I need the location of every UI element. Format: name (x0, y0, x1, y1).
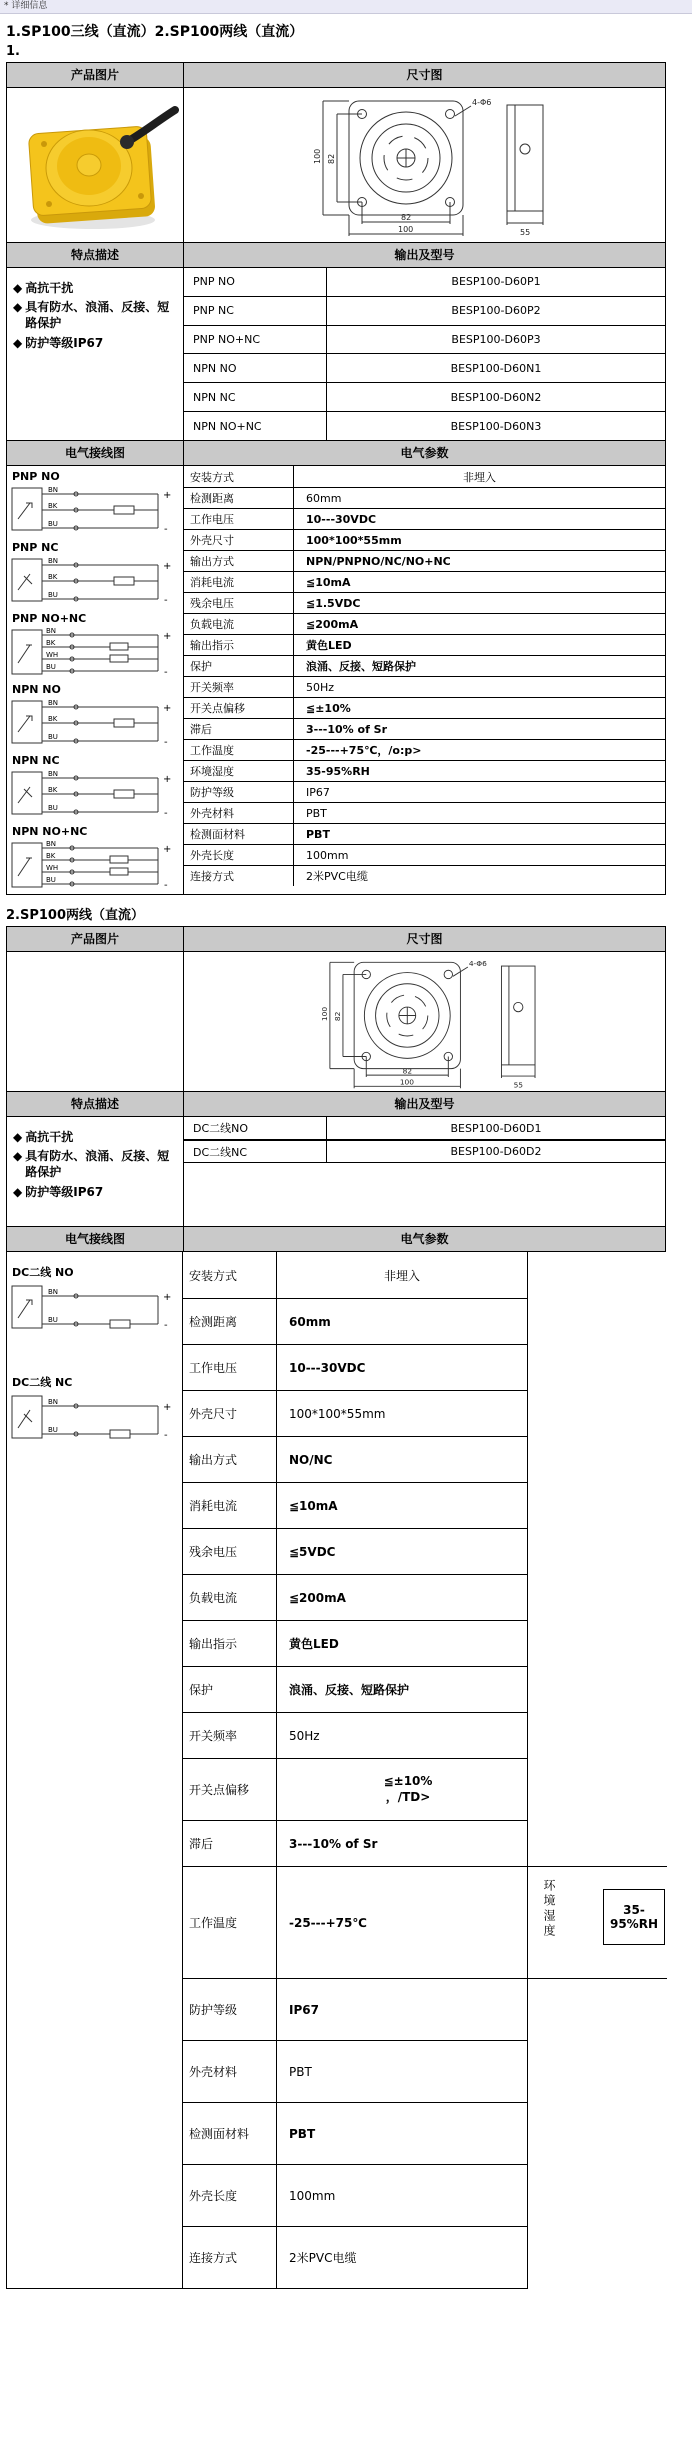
section1-label: 1. (6, 44, 20, 59)
feature-text: 具有防水、浪涌、反接、短路保护 (25, 1149, 170, 1180)
plus-terminal: + (163, 1292, 172, 1303)
dimension-drawing-image (280, 953, 570, 1091)
output-model: BESP100-D60N3 (450, 419, 542, 433)
param-row (184, 550, 665, 571)
param-label: 检测面材料 (183, 2103, 277, 2164)
param-label: 开关点偏移 (184, 698, 294, 718)
output-model: BESP100-D60D1 (450, 1121, 542, 1135)
header-dimension-drawing: 尺寸图 (184, 63, 665, 87)
param-row (184, 697, 665, 718)
overflow-bottom-line (527, 1978, 667, 1979)
header-dimension-drawing: 尺寸图 (184, 927, 665, 951)
diamond-bullet-icon: ◆ (13, 281, 23, 295)
wiring-diagram-title: NPN NO+NC (12, 825, 88, 838)
wire-label-bu: BU (46, 663, 56, 671)
humidity-label-vertical: 环境湿度 (542, 1879, 556, 1939)
output-model: BESP100-D60N1 (450, 361, 542, 375)
features-list (7, 268, 184, 440)
wire-label-bu: BU (48, 733, 58, 741)
output-model: BESP100-D60N2 (450, 390, 542, 404)
param-label: 工作温度 (184, 740, 294, 760)
param-label: 消耗电流 (184, 572, 294, 592)
feature-item (13, 1129, 179, 1145)
param-row (183, 1344, 527, 1390)
param-row (184, 844, 665, 865)
param-row (184, 508, 665, 529)
param-row (183, 2102, 527, 2164)
feature-item (13, 299, 179, 331)
wiring-diagram-title: PNP NC (12, 541, 59, 554)
output-type: DC二线NC (184, 1141, 327, 1162)
param-label: 工作电压 (183, 1345, 277, 1390)
minus-terminal: - (164, 737, 168, 748)
dim-inner-height: 82 (332, 1011, 342, 1021)
param-row (184, 634, 665, 655)
param-value: 35-95%RH (306, 764, 370, 778)
minus-terminal: - (164, 667, 168, 677)
param-value: NPN/PNPNO/NC/NO+NC (306, 554, 451, 568)
diamond-bullet-icon: ◆ (13, 1184, 23, 1199)
wire-label-bu: BU (48, 804, 58, 812)
param-label: 滞后 (183, 1821, 277, 1866)
param-row (183, 1252, 527, 1298)
param-value: 黄色LED (289, 1637, 339, 1651)
param-row (184, 466, 665, 487)
param-label: 开关点偏移 (183, 1759, 277, 1820)
param-row (183, 1528, 527, 1574)
features-list (7, 1117, 184, 1226)
param-row (184, 718, 665, 739)
header-wiring: 电气接线图 (7, 441, 184, 465)
param-value: 50Hz (306, 680, 335, 694)
section2-title: 2.SP100两线（直流） (6, 908, 145, 923)
diamond-bullet-icon: ◆ (13, 335, 23, 350)
param-row (184, 592, 665, 613)
param-row (183, 1620, 527, 1666)
param-row (183, 1820, 527, 1866)
param-label: 防护等级 (183, 1979, 277, 2040)
header-params: 电气参数 (184, 441, 665, 465)
param-label: 连接方式 (184, 866, 294, 886)
param-row (184, 676, 665, 697)
output-row (184, 1117, 665, 1140)
dimension-drawing-cell (184, 952, 665, 1091)
param-label: 环境湿度 (184, 761, 294, 781)
detail-info-bar (0, 0, 692, 14)
wire-label-bk: BK (48, 715, 58, 723)
dim-outer-height: 100 (312, 148, 322, 164)
diamond-bullet-icon: ◆ (13, 1130, 23, 1144)
feature-text: 防护等级IP67 (25, 335, 104, 350)
wire-label-bu: BU (48, 591, 58, 599)
wire-label-bn: BN (48, 699, 59, 707)
param-row (183, 1436, 527, 1482)
product-photo-image (9, 90, 181, 240)
params-table-2 (183, 1252, 658, 2289)
param-label: 消耗电流 (183, 1483, 277, 1528)
output-type: PNP NO+NC (184, 326, 327, 354)
output-model: BESP100-D60P1 (451, 275, 541, 289)
wiring-diagram-dc2-nc (10, 1364, 182, 1474)
param-label: 外壳材料 (184, 803, 294, 823)
plus-terminal: + (163, 561, 172, 572)
wire-label-bn: BN (48, 1398, 59, 1406)
header-product-image: 产品图片 (7, 63, 184, 87)
param-value: ≦5VDC (289, 1544, 336, 1559)
feature-item (13, 1184, 179, 1200)
table1-header-band-2 (7, 242, 665, 267)
output-row (184, 268, 665, 296)
dim-holes-note: 4-Φ6 (471, 98, 491, 107)
param-value: ≦1.5VDC (306, 596, 361, 610)
wire-label-bk: BK (48, 786, 58, 794)
param-row (183, 2040, 527, 2102)
wire-label-bn: BN (48, 557, 59, 565)
dim-depth: 55 (513, 1079, 523, 1089)
output-type: NPN NO+NC (184, 412, 327, 440)
param-label: 残余电压 (184, 593, 294, 613)
table1-image-band (7, 87, 665, 242)
wiring-diagram-npn-no (10, 681, 183, 752)
plus-terminal: + (163, 774, 172, 785)
wiring-diagram-pnp-no-nc (10, 610, 183, 681)
wire-label-bn: BN (46, 840, 57, 848)
dim-outer-width: 100 (397, 225, 413, 234)
header-params: 电气参数 (184, 1227, 665, 1251)
param-value: PBT (289, 2126, 316, 2141)
dim-holes-note: 4-Φ6 (468, 958, 487, 968)
param-value: ≦10mA (289, 1498, 338, 1513)
page-title: 1.SP100三线（直流）2.SP100两线（直流） (6, 24, 304, 40)
param-value: ≦10mA (306, 575, 351, 589)
wire-label-wh: WH (46, 651, 59, 659)
minus-terminal: - (164, 524, 168, 535)
param-row (184, 760, 665, 781)
param-label: 外壳长度 (183, 2165, 277, 2226)
param-value: ≦200mA (306, 617, 359, 631)
param-row (183, 1712, 527, 1758)
param-row (183, 1482, 527, 1528)
feature-item (13, 280, 179, 296)
output-type: NPN NC (184, 383, 327, 411)
output-row (184, 1140, 665, 1163)
param-label: 外壳尺寸 (183, 1391, 277, 1436)
wiring-diagram-title: DC二线 NC (12, 1376, 73, 1389)
param-value: PBT (306, 827, 330, 841)
param-label: 外壳长度 (184, 845, 294, 865)
wire-label-bu: BU (48, 520, 58, 528)
dim-inner-height: 82 (326, 153, 336, 164)
product-photo-cell-empty (7, 952, 184, 1091)
param-value: 浪涌、反接、短路保护 (306, 660, 416, 673)
param-label: 连接方式 (183, 2227, 277, 2288)
param-value: PBT (289, 2064, 312, 2079)
humidity-value-box: 35-95%RH (603, 1889, 665, 1945)
output-row (184, 382, 665, 411)
feature-item (13, 1148, 179, 1180)
param-label: 滞后 (184, 719, 294, 739)
param-label: 工作温度 (183, 1867, 277, 1978)
param-value: 3---10% of Sr (306, 722, 388, 736)
param-value: 3---10% of Sr (289, 1836, 378, 1851)
minus-terminal: - (164, 808, 168, 819)
wiring-diagram-title: NPN NO (12, 683, 61, 696)
output-type: PNP NC (184, 297, 327, 325)
table2-feature-band (7, 1116, 665, 1226)
param-row (183, 1758, 527, 1820)
param-value: 2米PVC电缆 (306, 870, 368, 883)
param-row (184, 823, 665, 844)
param-row (184, 655, 665, 676)
output-row (184, 411, 665, 440)
output-type: NPN NO (184, 354, 327, 382)
params-table-1 (184, 466, 665, 894)
param-label: 输出指示 (184, 635, 294, 655)
output-model: BESP100-D60D2 (450, 1145, 542, 1158)
wiring-diagram-pnp-nc (10, 539, 183, 610)
wiring-diagram-title: PNP NO (12, 470, 60, 483)
param-label: 外壳尺寸 (184, 530, 294, 550)
param-label: 开关频率 (184, 677, 294, 697)
param-value: ≦±10% (306, 701, 351, 715)
param-label: 检测距离 (183, 1299, 277, 1344)
header-output-model: 输出及型号 (184, 1092, 665, 1116)
wire-label-bn: BN (48, 486, 59, 494)
param-row (183, 1574, 527, 1620)
plus-terminal: + (163, 490, 172, 501)
table1-header-band-3 (7, 440, 665, 465)
plus-terminal: + (163, 703, 172, 714)
param-label: 防护等级 (184, 782, 294, 802)
overflow-top-line (527, 1866, 667, 1867)
product-photo-cell (7, 88, 184, 242)
plus-terminal: + (163, 631, 172, 642)
header-product-image: 产品图片 (7, 927, 184, 951)
param-value: 非埋入 (463, 470, 496, 484)
diamond-bullet-icon: ◆ (13, 1149, 23, 1164)
output-row (184, 296, 665, 325)
wire-label-bu: BU (48, 1426, 58, 1434)
table2-header-band-2 (7, 1091, 665, 1116)
param-row (184, 487, 665, 508)
param-label: 保护 (184, 656, 294, 676)
param-row (184, 529, 665, 550)
param-value: 2米PVC电缆 (289, 2251, 357, 2265)
param-label: 残余电压 (183, 1529, 277, 1574)
minus-terminal: - (164, 595, 168, 606)
header-features: 特点描述 (7, 243, 184, 267)
param-row (184, 613, 665, 634)
param-row-work-temp (183, 1866, 658, 1978)
dim-outer-width: 100 (399, 1076, 414, 1086)
spec-table-2-top (6, 926, 666, 1252)
param-value: IP67 (306, 785, 330, 799)
param-label: 检测距离 (184, 488, 294, 508)
param-value (277, 1759, 527, 1820)
wire-label-bn: BN (48, 1288, 59, 1296)
wiring-diagram-npn-nc (10, 752, 183, 823)
param-value: ≦200mA (289, 1590, 346, 1605)
param-value: 黄色LED (306, 639, 352, 652)
minus-terminal: - (164, 1430, 168, 1441)
table2-header-band-1 (7, 927, 665, 951)
plus-terminal: + (163, 844, 172, 855)
param-row (183, 1978, 527, 2040)
detail-info-label: * 详细信息 (4, 1, 48, 11)
wire-label-bu: BU (46, 876, 56, 884)
param-label: 外壳材料 (183, 2041, 277, 2102)
header-features: 特点描述 (7, 1092, 184, 1116)
wire-label-wh: WH (46, 864, 59, 872)
param-value: NO/NC (289, 1452, 333, 1467)
param-value: 10---30VDC (289, 1360, 366, 1375)
param-row (183, 2164, 527, 2226)
param-value: 浪涌、反接、短路保护 (289, 1683, 410, 1697)
param-label: 负载电流 (183, 1575, 277, 1620)
param-label: 安装方式 (183, 1252, 277, 1298)
wiring-diagram-pnp-no (10, 468, 183, 539)
param-label: 工作电压 (184, 509, 294, 529)
param-label: 负载电流 (184, 614, 294, 634)
plus-terminal: + (163, 1402, 172, 1413)
wiring-diagram-title: PNP NO+NC (12, 612, 87, 625)
output-type: PNP NO (184, 268, 327, 296)
param-value: 100mm (306, 848, 349, 862)
param-row (183, 2226, 527, 2288)
param-row (184, 739, 665, 760)
diamond-bullet-icon: ◆ (13, 300, 23, 315)
feature-text: 防护等级IP67 (25, 1184, 104, 1199)
wiring-diagrams (6, 1252, 183, 2289)
param-row (184, 802, 665, 823)
table1-feature-band (7, 267, 665, 440)
output-row (184, 325, 665, 354)
param-value: -25---+75℃，/o:p> (306, 744, 422, 757)
wire-label-bk: BK (46, 852, 56, 860)
param-label: 输出方式 (184, 551, 294, 571)
param-value: IP67 (289, 2002, 319, 2017)
param-label: 开关频率 (183, 1713, 277, 1758)
param-label: 输出指示 (183, 1621, 277, 1666)
dim-depth: 55 (519, 228, 530, 237)
wire-label-bk: BK (46, 639, 56, 647)
wire-label-bk: BK (48, 573, 58, 581)
param-value: 100*100*55mm (306, 533, 402, 547)
output-row (184, 353, 665, 382)
dim-inner-width: 82 (400, 213, 411, 222)
param-value: 50Hz (289, 1728, 320, 1743)
spec-table-1 (6, 62, 666, 895)
table2-image-band (7, 951, 665, 1091)
wire-label-bn: BN (48, 770, 59, 778)
table1-header-band-1 (7, 63, 665, 87)
header-output-model: 输出及型号 (184, 243, 665, 267)
param-row (184, 865, 665, 886)
output-model-table (184, 1117, 665, 1226)
output-type: DC二线NO (184, 1117, 327, 1139)
dimension-drawing-image (275, 91, 575, 239)
wire-label-bu: BU (48, 1316, 58, 1324)
wiring-diagram-npn-no-nc (10, 823, 183, 894)
param-value: 100*100*55mm (289, 1406, 386, 1421)
param-value: 10---30VDC (306, 512, 377, 526)
param-value: PBT (306, 806, 327, 820)
feature-text: 具有防水、浪涌、反接、短路保护 (25, 300, 170, 331)
dim-inner-width: 82 (402, 1065, 412, 1075)
param-value: 100mm (289, 2188, 336, 2203)
param-value-line1: ≦±10% (383, 1774, 433, 1788)
param-value: 60mm (289, 1314, 331, 1329)
wiring-diagram-dc2-no (10, 1254, 182, 1364)
param-label: 安装方式 (184, 466, 294, 487)
param-value: 非埋入 (383, 1268, 420, 1283)
spec-table-2-bottom (6, 1252, 666, 2289)
param-label: 保护 (183, 1667, 277, 1712)
feature-item (13, 335, 179, 351)
output-model: BESP100-D60P3 (451, 333, 541, 347)
wiring-diagrams (7, 466, 184, 894)
minus-terminal: - (164, 1320, 168, 1331)
param-label: 输出方式 (183, 1437, 277, 1482)
param-row (183, 1390, 527, 1436)
table2-header-band-3 (7, 1226, 665, 1251)
minus-terminal: - (164, 880, 168, 890)
param-row (183, 1298, 527, 1344)
wire-label-bk: BK (48, 502, 58, 510)
param-value: 60mm (306, 491, 342, 505)
param-label: 检测面材料 (184, 824, 294, 844)
dimension-drawing-cell (184, 88, 665, 242)
param-row (183, 1666, 527, 1712)
param-value-line2: ，/TD> (385, 1790, 431, 1804)
output-model: BESP100-D60P2 (451, 304, 541, 318)
header-wiring: 电气接线图 (7, 1227, 184, 1251)
feature-text: 高抗干扰 (25, 1130, 74, 1144)
param-value: -25---+75℃ (289, 1915, 367, 1930)
wiring-diagram-title: NPN NC (12, 754, 60, 767)
param-row (184, 781, 665, 802)
param-row (184, 571, 665, 592)
output-model-table (184, 268, 665, 440)
dim-outer-height: 100 (319, 1006, 329, 1021)
wire-label-bn: BN (46, 627, 57, 635)
feature-text: 高抗干扰 (25, 281, 74, 295)
table1-wiring-params-band (7, 465, 665, 894)
wiring-diagram-title: DC二线 NO (12, 1266, 74, 1279)
